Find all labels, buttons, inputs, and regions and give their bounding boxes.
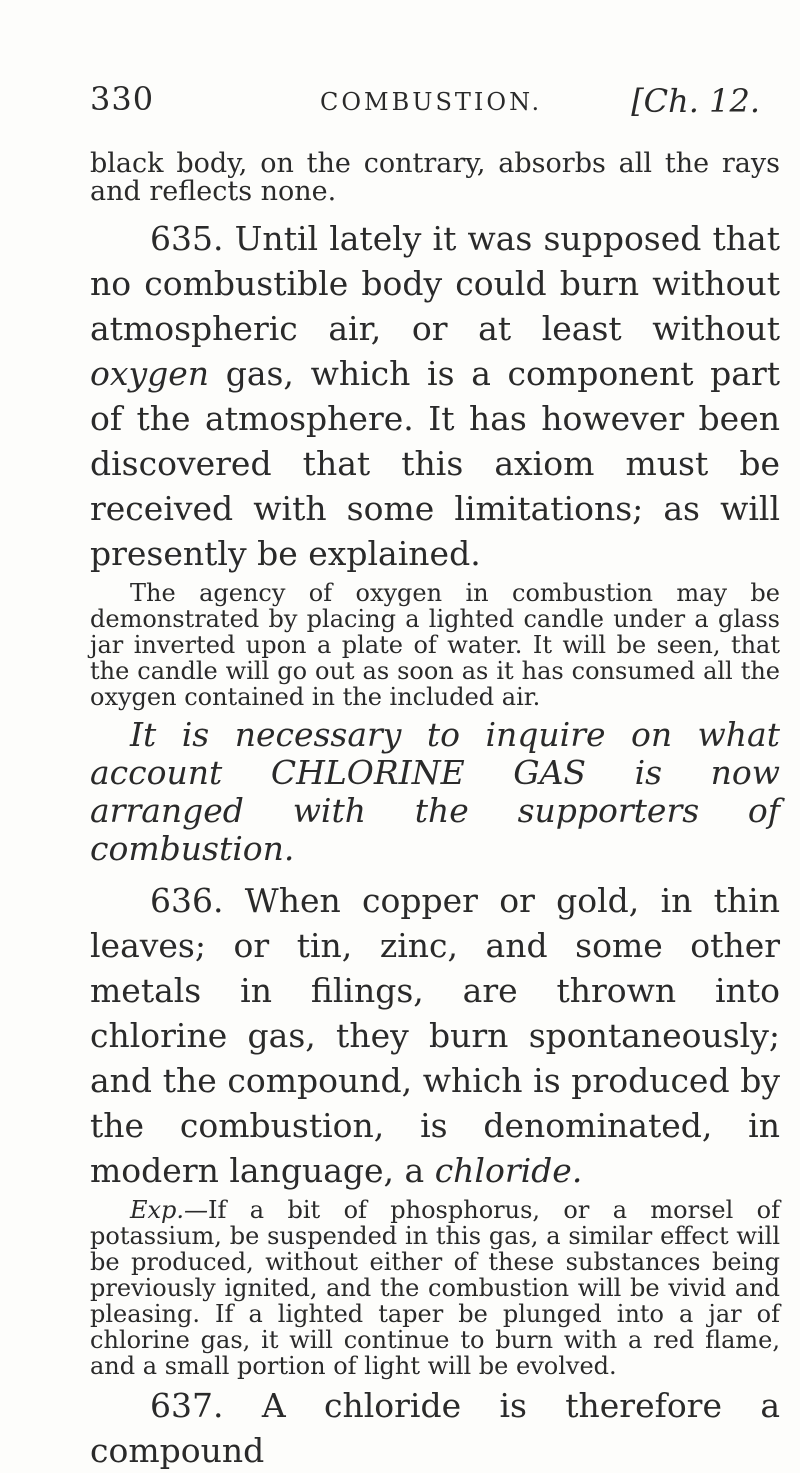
paragraph-number: 637. xyxy=(150,1386,224,1425)
experiment-label: Exp.— xyxy=(130,1196,209,1224)
paragraph-text: A chloride is therefore a compound xyxy=(90,1386,780,1470)
page-header xyxy=(90,80,780,130)
paragraph-text-tail: gas, which is a component part of the atmosphere. It has however been discovered that this axiom must be received with some limitations; as will presently be explained. xyxy=(90,354,780,573)
book-page xyxy=(90,0,780,1470)
paragraph-637 xyxy=(90,1383,780,1473)
paragraph-text: Until lately it was supposed that no combustible body could burn without atmospheric air, or at least without xyxy=(90,219,780,348)
paragraph-636 xyxy=(90,878,780,1193)
paragraph-text: When copper or gold, in thin leaves; or tin, zinc, and some other metals in filings, are thrown into chlorine gas, they burn spontaneously; and the compound, which is produced by the combustion, is denominated, in modern language, a xyxy=(90,881,780,1190)
italic-term: oxygen xyxy=(90,354,210,393)
paragraph-number: 636. xyxy=(150,881,224,920)
page-body xyxy=(90,150,780,1473)
experiment-note xyxy=(90,1197,780,1379)
continued-paragraph: black body, on the contrary, absorbs all the rays and reflects none. xyxy=(90,148,780,207)
experiment-text: If a bit of phosphorus, or a morsel of potassium, be suspended in this gas, a similar effect will be produced, without either of these substances being previously ignited, and the combustion will be vivid and pleasing. If a lighted taper be plunged into a jar of chlorine gas, it will continue to burn with a red flame, and a small portion of light will be evolved. xyxy=(90,1196,780,1380)
paragraph-635 xyxy=(90,216,780,576)
section-intro: It is necessary to inquire on what account CHLORINE GAS is now arranged with the supporters of combustion. xyxy=(90,715,780,868)
chapter-reference: [Ch. 12. xyxy=(631,82,760,120)
note-oxygen-agency: The agency of oxygen in combustion may be demonstrated by placing a lighted candle under a glass jar inverted upon a plate of water. It will be seen, that the candle will go out as soon as it has consumed all the oxygen contained in the included air. xyxy=(90,579,780,711)
paragraph-number: 635. xyxy=(150,219,224,258)
page-number: 330 xyxy=(90,80,155,118)
italic-term: chloride. xyxy=(434,1151,583,1190)
running-title: COMBUSTION. xyxy=(320,88,543,116)
